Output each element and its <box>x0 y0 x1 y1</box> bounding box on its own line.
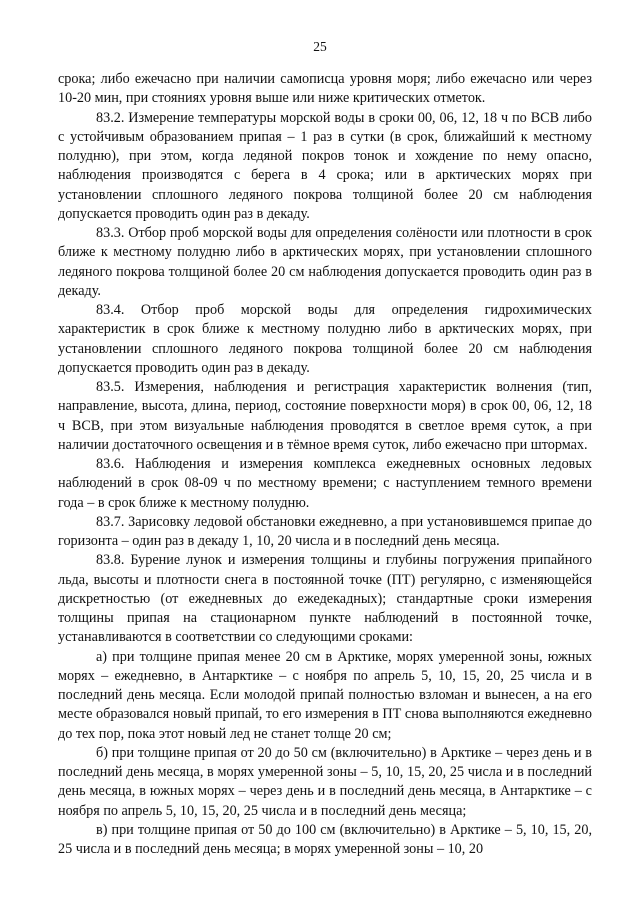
paragraph-83-6: 83.6. Наблюдения и измерения комплекса ежедневных основных ледовых наблюдений в срок 08-09 ч по местному времени; с наступлением темного времени года – в срок ближе к местному полудню. <box>58 456 592 511</box>
paragraph-83-8: 83.8. Бурение лунок и измерения толщины и глубины погружения припайного льда, высоты и плотности снега в постоянной точке (ПТ) регулярно, с изменяющейся дискретностью (от ежедневных до ежедекадных); стандартные сроки измерения толщины припая на стационарном пункте наблюдений в постоянной точке, устанавливаются в соответствии со следующими сроками: <box>58 552 592 646</box>
paragraph-83-7: 83.7. Зарисовку ледовой обстановки ежедневно, а при установившемся припае до горизонта – один раз в декаду 1, 10, 20 числа и в последний день месяца. <box>58 513 592 549</box>
list-item-v: в) при толщине припая от 50 до 100 см (включительно) в Арктике – 5, 10, 15, 20, 25 числа и в последний день месяца; в морях умеренной зоны – 10, 20 <box>58 821 592 857</box>
paragraph-83-3: 83.3. Отбор проб морской воды для определения солёности или плотности в срок ближе к местному полудню либо в арктических морях, при установлении сплошного ледяного покрова толщиной более 20 см наблюдения допускается проводить один раз в декаду. <box>58 225 592 299</box>
list-item-a: а) при толщине припая менее 20 см в Арктике, морях умеренной зоны, южных морях – ежедневно, в Антарктике – с ноября по апрель 5, 10, 15, 20, 25 числа и в последний день месяца. Если молодой припай полностью взломан и вынесен, а на его месте образовался новый припай, то его измерения в ПТ снова выполняются ежедневно до тех пор, пока этот новый лед не станет толще 20 см; <box>58 648 592 742</box>
list-item-b: б) при толщине припая от 20 до 50 см (включительно) в Арктике – через день и в последний день месяца, в морях умеренной зоны – 5, 10, 15, 20, 25 числа и в последний день месяца, в южных морях – через день и в последний день месяца, в Антарктике – с ноября по апрель 5, 10, 15, 20, 25 числа и в последний день месяца; <box>58 744 592 819</box>
page-number: 25 <box>313 39 327 54</box>
paragraph-83-5: 83.5. Измерения, наблюдения и регистрация характеристик волнения (тип, направление, высота, длина, период, состояние поверхности моря) в срок 00, 06, 12, 18 ч ВСВ, при этом визуальные наблюдения проводятся в светлое время суток, а при наличии достаточного освещения и в тёмное время суток, либо ежечасно при штормах. <box>58 379 592 453</box>
document-body <box>58 70 592 859</box>
paragraph-continuation: срока; либо ежечасно при наличии самописца уровня моря; либо ежечасно или через 10-20 мин, при стояниях уровня выше или ниже критических отметок. <box>58 71 592 107</box>
paragraph-83-2: 83.2. Измерение температуры морской воды в сроки 00, 06, 12, 18 ч по ВСВ либо с устойчивым образованием припая – 1 раз в сутки (в срок, ближайший к местному полудню), при этом, когда ледяной покров тонок и хождение по нему опасно, наблюдения производятся с берега в 4 срока; или в арктических морях при установлении сплошного ледяного покрова толщиной более 20 см наблюдения допускается проводить один раз в декаду. <box>58 109 592 222</box>
paragraph-83-4: 83.4. Отбор проб морской воды для определения гидрохимических характеристик в срок ближе к местному полудню либо в арктических морях, при установлении сплошного ледяного покрова толщиной более 20 см наблюдения допускается проводить один раз в декаду. <box>58 302 592 376</box>
